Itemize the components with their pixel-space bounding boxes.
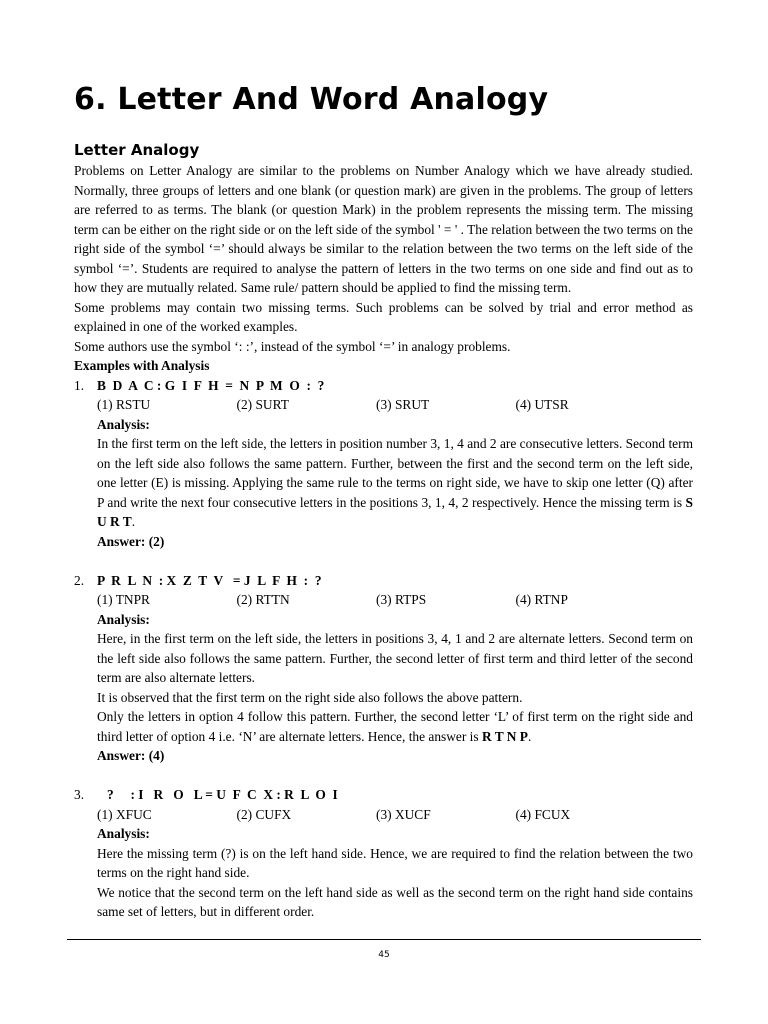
question-2 (74, 571, 693, 591)
question-number: 1. (74, 377, 85, 393)
option-3: (3) RTPS (376, 592, 427, 607)
option-4: (4) FCUX (515, 806, 571, 822)
analysis-text: Only the letters in option 4 follow this pattern. Further, the second letter ‘L’ of first term on the right side and third letter of option 4 i.e. ‘N’ are alternate letters. Hence, the answer is R T N P. (97, 709, 693, 744)
analysis-text: In the first term on the left side, the letters in position number 3, 1, 4 and 2 are consecutive letters. Second term on the left side also follows the same pattern. Further, between the first and the second term on the left side, one letter (E) is missing. Applying the same rule to the terms on right side, we have to skip one letter (Q) after P and write the next four consecutive letters in the positions 3, 1, 4, 2 respectively. Hence the missing term is S U R T. (97, 436, 693, 529)
option-2: (2) RTTN (236, 592, 290, 607)
analysis-text: Here the missing term (?) is on the left hand side. Hence, we are required to find the relation between the two terms on the right hand side. (97, 845, 693, 880)
question-3 (74, 785, 693, 805)
question-number: 3. (74, 787, 85, 802)
option-1: (1) RSTU (97, 397, 151, 412)
options-list (74, 395, 693, 415)
section-title: Letter Analogy (74, 141, 200, 159)
analysis-text: Here, in the first term on the left side, the letters in positions 3, 4, 1 and 2 are alternate letters. Second term on the left side also follows the same pattern. Further, the second letter of first term and third letter of the second term are also alternate letters. (97, 631, 693, 685)
intro-paragraph-2: Some problems may contain two missing terms. Such problems can be solved by trial and error method as explained in one of the worked examples. (74, 299, 693, 334)
option-2: (2) CUFX (236, 806, 292, 822)
option-3: (3) SRUT (376, 397, 430, 412)
option-1: (1) XFUC (97, 806, 152, 822)
question-text: P R L N : X Z T V = J L F H : ? (97, 572, 322, 588)
examples-heading: Examples with Analysis (74, 358, 210, 373)
answer-line: Answer: (4) (97, 748, 165, 763)
option-4: (4) RTNP (515, 592, 568, 607)
option-1: (1) TNPR (97, 592, 150, 607)
page-number: 45 (378, 950, 390, 960)
analysis-answer-term: S U R T (97, 494, 693, 529)
question-text: ? : I R O L = U F C X : R L O I (97, 787, 338, 802)
intro-paragraph-3: Some authors use the symbol ‘: :’, instead of the symbol ‘=’ in analogy problems. (74, 338, 511, 354)
analysis-label: Analysis: (97, 416, 150, 432)
analysis-answer-term: R T N P (481, 728, 528, 744)
option-2: (2) SURT (236, 397, 289, 412)
option-4: (4) UTSR (515, 397, 569, 412)
intro-paragraph-1: Problems on Letter Analogy are similar to the problems on Number Analogy which we have already studied. Normally, three groups of letters and one blank (or question mark) are given in the problems. The group of letters are referred to as terms. The blank (or question Mark) in the problem represents the missing term. The missing term can be either on the right side or on the left side of the symbol ' = ' . The relation between the two terms on the right side of the symbol ‘=’ should always be similar to the relation between the two terms on the left side of the symbol ‘=’. Students are required to analyse the pattern of letters in the two terms on one side and find out as to how they are mutually related. Same rule/ pattern should be applied to find the missing term. (74, 163, 693, 295)
options-list (74, 590, 693, 610)
question-text: B D A C : G I F H = N P M O : ? (97, 377, 325, 393)
question-1 (74, 376, 693, 396)
analysis-label: Analysis: (97, 611, 150, 627)
footer-divider (67, 939, 701, 940)
answer-line: Answer: (2) (97, 533, 165, 549)
body-text (74, 161, 693, 922)
analysis-text: We notice that the second term on the left hand side as well as the second term on the right hand side contains same set of letters, but in different order. (97, 884, 693, 919)
analysis-label: Analysis: (97, 826, 150, 841)
analysis-text: It is observed that the first term on the right side also follows the above pattern. (97, 689, 523, 705)
question-number: 2. (74, 572, 85, 588)
option-3: (3) XUCF (376, 806, 431, 822)
options-list (74, 805, 693, 825)
chapter-title: 6. Letter And Word Analogy (74, 82, 549, 117)
